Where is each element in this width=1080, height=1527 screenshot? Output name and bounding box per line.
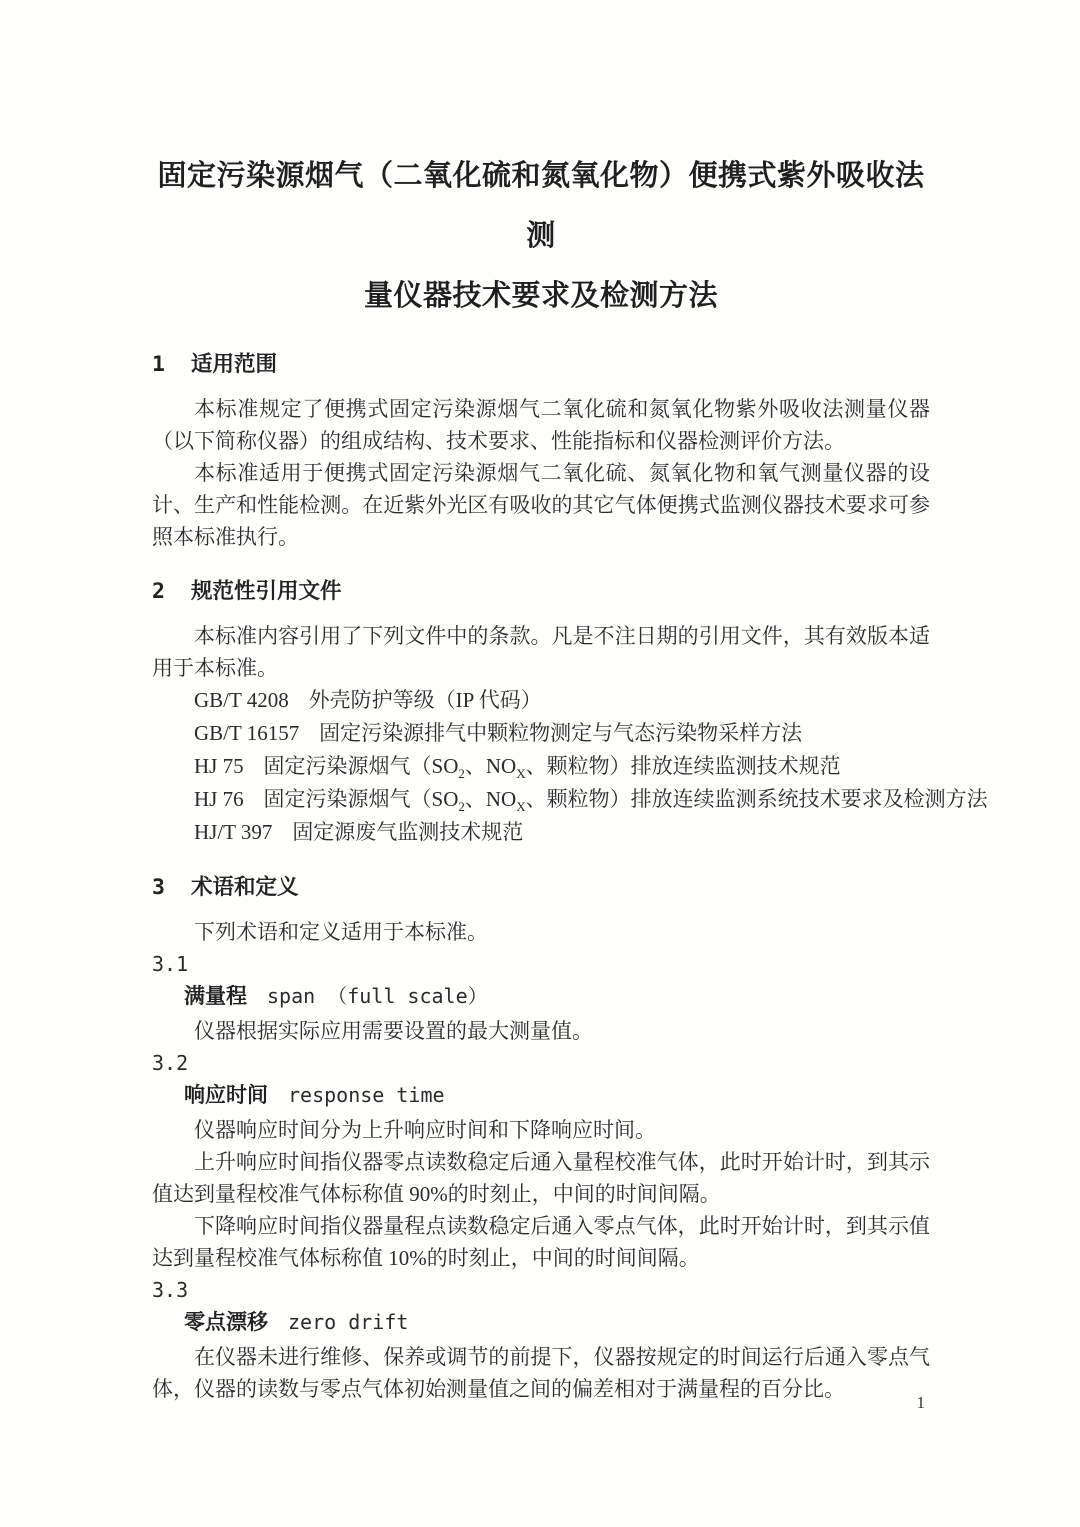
section-scope <box>152 348 930 553</box>
section-terms-definitions <box>152 871 930 1405</box>
term-heading <box>152 1079 930 1114</box>
reference-item <box>152 750 930 783</box>
term-definition-text: 上升响应时间指仪器零点读数稳定后通入量程校准气体，此时开始计时，到其示值达到量程校准气体标称值 90%的时刻止，中间的时间间隔。 <box>152 1150 930 1206</box>
reference-title: 固定源废气监测技术规范 <box>292 820 524 844</box>
term-definition-3-1 <box>152 948 930 1047</box>
section-1-heading <box>152 348 930 381</box>
document-title <box>152 146 930 326</box>
section-2-paragraph-1: 本标准内容引用了下列文件中的条款。凡是不注日期的引用文件，其有效版本适用于本标准。 <box>152 624 930 680</box>
page-number: 1 <box>916 1393 925 1412</box>
section-1-title: 适用范围 <box>190 352 277 376</box>
term-name-english: span （full scale） <box>267 984 488 1008</box>
section-1-paragraph-2: 本标准适用于便携式固定污染源烟气二氧化硫、氮氧化物和氧气测量仪器的设计、生产和性能检测。在近紫外光区有吸收的其它气体便携式监测仪器技术要求可参照本标准执行。 <box>152 461 930 549</box>
section-1-number: 1 <box>152 352 165 377</box>
section-3-intro: 下列术语和定义适用于本标准。 <box>194 920 488 944</box>
term-definition-3-2 <box>152 1047 930 1274</box>
term-definition-text: 仪器响应时间分为上升响应时间和下降响应时间。 <box>194 1118 656 1142</box>
term-name-english: response time <box>288 1083 445 1107</box>
term-number: 3.1 <box>152 952 189 976</box>
reference-title: 固定污染源烟气（$SO_2$、$NO_X$、颗粒物）排放连续监测技术规范 <box>263 754 841 782</box>
page-footer <box>917 1393 926 1413</box>
section-normative-references <box>152 575 988 849</box>
term-name-chinese: 零点漂移 <box>184 1311 268 1334</box>
reference-title: 固定污染源排气中颗粒物测定与气态污染物采样方法 <box>319 721 803 745</box>
reference-code: HJ/T 397 <box>194 820 273 844</box>
term-definition-text: 下降响应时间指仪器量程点读数稳定后通入零点气体，此时开始计时，到其示值达到量程校准气体标称值 10%的时刻止，中间的时间间隔。 <box>152 1214 930 1270</box>
term-definition-text: 仪器根据实际应用需要设置的最大测量值。 <box>194 1019 593 1043</box>
term-definition-text: 在仪器未进行维修、保养或调节的前提下，仪器按规定的时间运行后通入零点气体，仪器的读数与零点气体初始测量值之间的偏差相对于满量程的百分比。 <box>152 1345 930 1401</box>
section-3-title: 术语和定义 <box>190 875 299 899</box>
section-2-number: 2 <box>152 579 165 604</box>
section-2-title: 规范性引用文件 <box>190 579 342 603</box>
document-title-line-1: 固定污染源烟气（二氧化硫和氮氧化物）便携式紫外吸收法测 <box>157 160 925 252</box>
reference-item <box>152 717 930 750</box>
term-name-english: zero drift <box>288 1310 409 1334</box>
section-3-number: 3 <box>152 875 165 900</box>
section-3-heading <box>152 871 930 904</box>
reference-code: HJ 76 <box>194 787 244 811</box>
reference-code: GB/T 4208 <box>194 688 289 712</box>
section-1-paragraph-1: 本标准规定了便携式固定污染源烟气二氧化硫和氮氧化物紫外吸收法测量仪器（以下简称仪器）的组成结构、技术要求、性能指标和仪器检测评价方法。 <box>152 397 930 453</box>
term-number: 3.3 <box>152 1278 189 1302</box>
term-name-chinese: 响应时间 <box>184 1084 268 1107</box>
reference-item <box>152 816 930 849</box>
reference-item <box>152 684 930 717</box>
section-2-heading <box>152 575 930 608</box>
reference-code: HJ 75 <box>194 754 244 778</box>
reference-item <box>152 783 988 816</box>
reference-title: 外壳防护等级（IP 代码） <box>308 688 542 712</box>
document-title-line-2: 量仪器技术要求及检测方法 <box>363 280 718 312</box>
reference-code: GB/T 16157 <box>194 721 300 745</box>
term-name-chinese: 满量程 <box>184 985 247 1008</box>
reference-title: 固定污染源烟气（$SO_2$、$NO_X$、颗粒物）排放连续监测系统技术要求及检测方法 <box>263 787 988 815</box>
term-number: 3.2 <box>152 1051 189 1075</box>
term-heading <box>152 980 930 1015</box>
term-heading <box>152 1306 930 1341</box>
term-definition-3-3 <box>152 1274 930 1405</box>
